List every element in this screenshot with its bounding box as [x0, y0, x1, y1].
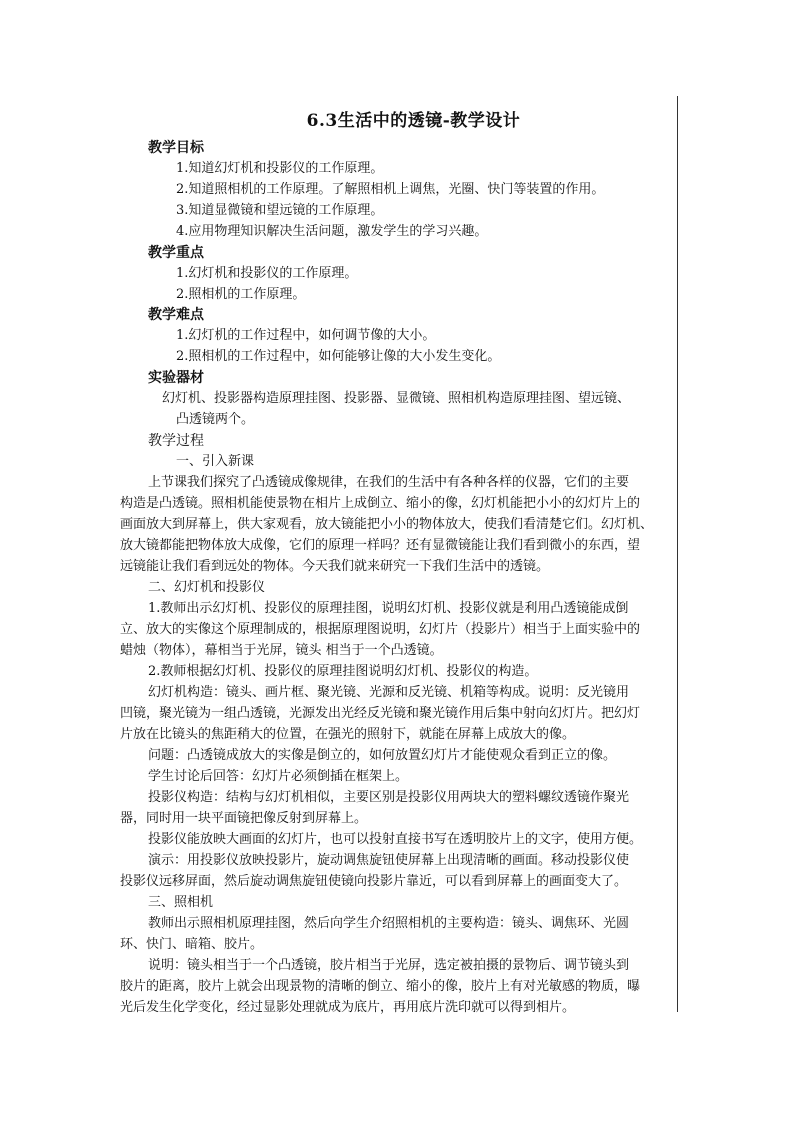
key-item: 1.幻灯机和投影仪的工作原理。 — [176, 266, 358, 281]
process-line: 凹镜，聚光镜为一组凸透镜，光源发出光经反光镜和聚光镜作用后集中射向幻灯片。把幻灯 — [120, 706, 641, 721]
equipment-heading: 实验器材 — [148, 370, 204, 386]
process-line: 投影仪能放映大画面的幻灯片，也可以投射直接书写在透明胶片上的文字，使用方便。 — [148, 832, 643, 847]
process-line: 放大镜都能把物体放大成像，它们的原理一样吗？还有显微镜能让我们看到微小的东西，望 — [120, 538, 641, 553]
goal-item: 2.知道照相机的工作原理。了解照相机上调焦，光圈、快门等装置的作用。 — [176, 182, 605, 197]
process-line: 投影仪远移屏面，然后旋动调焦旋钮使镜向投影片靠近，可以看到屏幕上的画面变大了。 — [120, 874, 628, 889]
process-line: 上节课我们探究了凸透镜成像规律，在我们的生活中有各种各样的仪器，它们的主要 — [148, 475, 630, 490]
process-line: 光后发生化学变化，经过显影处理就成为底片，再用底片洗印就可以得到相片。 — [120, 1000, 576, 1015]
process-line: 胶片的距离，胶片上就会出现景物的清晰的倒立、缩小的像，胶片上有对光敏感的物质，曝 — [120, 979, 641, 994]
process-line: 片放在比镜头的焦距稍大的位置，在强光的照射下，就能在屏幕上成放大的像。 — [120, 727, 576, 742]
key-item: 2.照相机的工作原理。 — [176, 287, 306, 302]
process-line: 立、放大的实像这个原理制成的，根据原理图说明，幻灯片（投影片）相当于上面实验中的 — [120, 622, 641, 637]
process-line: 远镜能让我们看到远处的物体。今天我们就来研究一下我们生活中的透镜。 — [120, 559, 550, 574]
process-line: 二、幻灯机和投影仪 — [148, 580, 266, 595]
equipment-line: 幻灯机、投影器构造原理挂图、投影器、显微镜、照相机构造原理挂图、望远镜、 — [162, 391, 631, 406]
process-line: 环、快门、暗箱、胶片。 — [120, 937, 264, 952]
process-line: 构造是凸透镜。照相机能使景物在相片上成倒立、缩小的像，幻灯机能把小小的幻灯片上的 — [120, 496, 641, 511]
process-line: 教师出示照相机原理挂图，然后向学生介绍照相机的主要构造：镜头、调焦环、光圆 — [148, 916, 630, 931]
goal-item: 4.应用物理知识解决生活问题，激发学生的学习兴趣。 — [176, 224, 488, 239]
key-heading: 教学重点 — [148, 245, 204, 261]
goals-heading: 教学目标 — [148, 140, 204, 156]
process-line: 三、照相机 — [148, 895, 214, 910]
process-line: 说明：镜头相当于一个凸透镜，胶片相当于光屏，选定被拍摄的景物后、调节镜头到 — [148, 958, 630, 973]
process-heading: 教学过程 — [148, 433, 204, 449]
process-line: 画面放大到屏幕上，供大家观看，放大镜能把小小的物体放大，使我们看清楚它们。幻灯机、 — [120, 517, 654, 532]
process-line: 投影仪构造：结构与幻灯机相似，主要区别是投影仪用两块大的塑料螺纹透镜作聚光 — [148, 790, 630, 805]
process-line: 2.教师根据幻灯机、投影仪的原理挂图说明幻灯机、投影仪的构造。 — [148, 664, 538, 679]
table-border-right — [677, 96, 678, 1012]
difficult-item: 2.照相机的工作过程中，如何能够让像的大小发生变化。 — [176, 349, 501, 364]
process-line: 学生讨论后回答：幻灯片必须倒插在框架上。 — [148, 769, 409, 784]
equipment-line: 凸透镜两个。 — [176, 412, 255, 427]
goal-item: 1.知道幻灯机和投影仪的工作原理。 — [176, 161, 384, 176]
process-line: 器，同时用一块平面镜把像反射到屏幕上。 — [120, 811, 368, 826]
difficult-item: 1.幻灯机的工作过程中，如何调节像的大小。 — [176, 328, 436, 343]
process-line: 1.教师出示幻灯机、投影仪的原理挂图，说明幻灯机、投影仪就是利用凸透镜能成倒 — [148, 601, 629, 616]
process-line: 蜡烛（物体），幕相当于光屏，镜头 相当于一个凸透镜。 — [120, 643, 443, 658]
goal-item: 3.知道显微镜和望远镜的工作原理。 — [176, 203, 384, 218]
process-line: 问题：凸透镜成放大的实像是倒立的，如何放置幻灯片才能使观众看到正立的像。 — [148, 748, 617, 763]
process-line: 演示：用投影仪放映投影片，旋动调焦旋钮使屏幕上出现清晰的画面。移动投影仪使 — [148, 853, 630, 868]
process-line: 一、引入新课 — [176, 454, 255, 469]
difficult-heading: 教学难点 — [148, 307, 204, 323]
document-title: 6.3生活中的透镜-教学设计 — [306, 111, 521, 131]
process-line: 幻灯机构造：镜头、画片框、聚光镜、光源和反光镜、机箱等构成。说明：反光镜用 — [148, 685, 630, 700]
